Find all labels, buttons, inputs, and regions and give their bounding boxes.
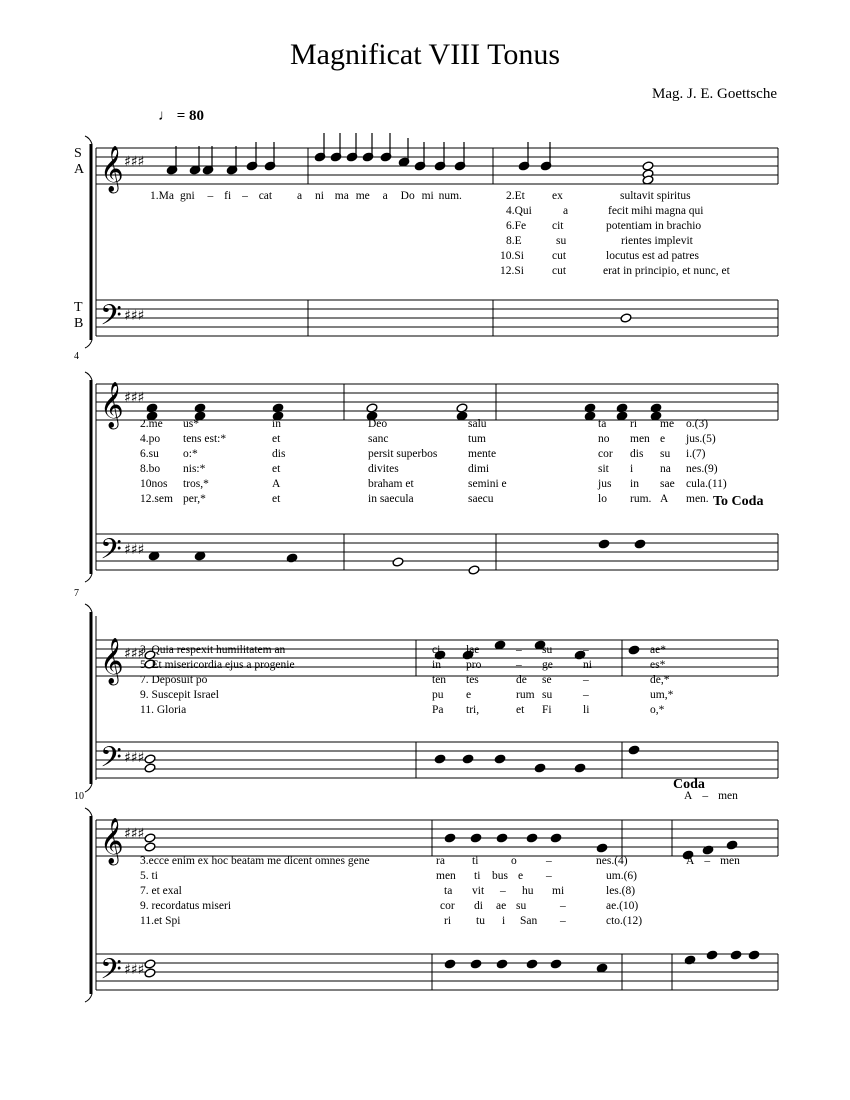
lyric-verse-row: 2.Et bbox=[506, 190, 525, 202]
lyric-verse-row: lo bbox=[598, 493, 607, 505]
note-head bbox=[444, 959, 456, 969]
lyric-verse-row: dis bbox=[630, 448, 644, 460]
note-head bbox=[748, 950, 760, 960]
lyric-verse-row: cor bbox=[598, 448, 613, 460]
note-head bbox=[272, 403, 284, 413]
lyric-verse-row: de,* bbox=[650, 674, 670, 686]
lyric-verse-row: ae* bbox=[650, 644, 666, 656]
note-head bbox=[496, 959, 508, 969]
note-head bbox=[706, 950, 718, 960]
lyric-verse-row: saecu bbox=[468, 493, 494, 505]
lyric-verse-row: in bbox=[272, 418, 281, 430]
lyric-verse-row: ci bbox=[432, 644, 441, 656]
lyric-verse-row: men. bbox=[686, 493, 709, 505]
lyric-verse-row: mi bbox=[552, 885, 565, 897]
lyric-verse-row: tes bbox=[466, 674, 479, 686]
lyric-verse-row: dimi bbox=[468, 463, 490, 475]
lyric-verse-row: e bbox=[660, 433, 666, 445]
lyric-verse-row: cor bbox=[440, 900, 455, 912]
lyric-verse-row: et bbox=[516, 704, 525, 716]
note-head bbox=[144, 842, 156, 852]
composer-credit: Mag. J. E. Goettsche bbox=[652, 86, 777, 102]
lyric-verse-row: ten bbox=[432, 674, 447, 686]
lyric-verse-row: salu bbox=[468, 418, 487, 430]
lyric-verse-row: erat in principio, et nunc, et bbox=[603, 265, 730, 277]
lyric-verse-row: se bbox=[542, 674, 552, 686]
note-head bbox=[730, 950, 742, 960]
lyric-verse-row: 9. recordatus miseri bbox=[140, 900, 232, 912]
note-head bbox=[550, 959, 562, 969]
lyric-verse-row: rientes implevit bbox=[621, 235, 693, 247]
lyric-verse-row: Pa bbox=[432, 704, 444, 716]
clef-glyph: ♯♯♯ bbox=[124, 154, 145, 170]
lyric-verse-row: rum. bbox=[630, 493, 652, 505]
lyric-verse-row: 8.bo bbox=[140, 463, 161, 475]
lyric-verse-row: o,* bbox=[650, 704, 665, 716]
measure-number: 10 bbox=[74, 791, 84, 802]
lyric-verse-row: 9. Suscepit Israel bbox=[140, 689, 219, 701]
lyric-verse-row: Fi bbox=[542, 704, 552, 716]
lyric-verse-row: ri bbox=[444, 915, 452, 927]
voice-label-alto: A bbox=[74, 162, 85, 177]
lyric-verse-row: et bbox=[272, 433, 281, 445]
lyric-verse-row: de bbox=[516, 674, 527, 686]
note-head bbox=[392, 557, 404, 567]
clef-glyph: ♯♯♯ bbox=[124, 308, 145, 324]
lyric-verse-row: cula.(11) bbox=[686, 478, 727, 490]
lyric-verse-row: us* bbox=[183, 418, 199, 430]
lyric-verse-row: ri bbox=[630, 418, 638, 430]
clef-glyph: ♯♯♯ bbox=[124, 646, 145, 662]
lyric-verse-row: tri, bbox=[466, 704, 480, 716]
note-head bbox=[596, 843, 608, 853]
note-head bbox=[534, 763, 546, 773]
note-head bbox=[470, 833, 482, 843]
lyric-verse-1: 1.Ma gni – fi – cat a ni ma me a Do mi num. bbox=[150, 190, 462, 202]
lyric-verse-row: braham et bbox=[368, 478, 414, 490]
clef-glyph: 𝄞 bbox=[100, 382, 124, 428]
note-head bbox=[616, 403, 628, 413]
lyric-verse-row: dis bbox=[272, 448, 286, 460]
note-head bbox=[286, 553, 298, 563]
lyric-verse-row: – bbox=[500, 885, 506, 897]
lyric-verse-row: i bbox=[630, 463, 634, 475]
lyric-verse-row: sanc bbox=[368, 433, 389, 445]
lyric-verse-row: sae bbox=[660, 478, 675, 490]
lyric-verse-row: et bbox=[272, 463, 281, 475]
note-head bbox=[598, 539, 610, 549]
lyric-verse-row: pro bbox=[466, 659, 482, 671]
voice-label-tenor: T bbox=[74, 300, 83, 315]
lyric-verse-row: – bbox=[516, 644, 522, 656]
to-coda-marking: To Coda bbox=[713, 494, 764, 509]
lyric-verse-row: sit bbox=[598, 463, 609, 475]
lyric-verse-row: e bbox=[518, 870, 524, 882]
lyric-verse-row: vit bbox=[472, 885, 485, 897]
note-head bbox=[526, 959, 538, 969]
lyric-verse-row: o.(3) bbox=[686, 418, 709, 430]
lyric-verse-row: nes.(4) bbox=[596, 855, 628, 867]
lyric-verse-row: 4.Qui bbox=[506, 205, 532, 217]
lyric-verse-row: o bbox=[511, 855, 517, 867]
voice-label-bass: B bbox=[74, 316, 84, 331]
lyric-verse-row: ra bbox=[436, 855, 445, 867]
lyric-verse-row: 11.et Spi bbox=[140, 915, 181, 927]
lyric-verse-row: les.(8) bbox=[606, 885, 636, 897]
lyric-verse-row: ae bbox=[496, 900, 507, 912]
note-head bbox=[574, 763, 586, 773]
note-head bbox=[434, 754, 446, 764]
lyric-verse-row: – bbox=[583, 644, 589, 656]
note-head bbox=[634, 539, 646, 549]
measure-number: 7 bbox=[74, 588, 79, 599]
clef-glyph: ♯♯♯ bbox=[124, 826, 145, 842]
lyric-verse-row: ti bbox=[472, 855, 479, 867]
lyric-verse-row: ae.(10) bbox=[606, 900, 639, 912]
note-head bbox=[642, 161, 654, 171]
lyric-verse-row: Deo bbox=[368, 418, 388, 430]
lyric-verse-row: 12.sem bbox=[140, 493, 173, 505]
lyric-verse-row: cut bbox=[552, 265, 567, 277]
lyric-verse-row: semini e bbox=[468, 478, 507, 490]
lyric-verse-row: San bbox=[520, 915, 538, 927]
note-head bbox=[144, 763, 156, 773]
lyric-verse-row: tros,* bbox=[183, 478, 209, 490]
lyric-verse-row: ni bbox=[583, 659, 592, 671]
lyric-verse-row: fecit mihi magna qui bbox=[608, 205, 704, 217]
page-title: Magnificat VIII Tonus bbox=[289, 38, 561, 71]
lyric-verse-row: ta bbox=[444, 885, 453, 897]
clef-glyph: ♯♯♯ bbox=[124, 542, 145, 558]
lyric-verse-row: 5. Et misericordia ejus a progenie bbox=[140, 659, 295, 671]
note-head bbox=[494, 754, 506, 764]
lyric-verse-row: rum bbox=[516, 689, 535, 701]
lyric-verse-row: jus.(5) bbox=[686, 433, 716, 445]
note-head bbox=[144, 959, 156, 969]
clef-glyph: 𝄞 bbox=[100, 818, 124, 864]
note-head bbox=[194, 403, 206, 413]
lyric-verse-row: ti bbox=[474, 870, 481, 882]
note-head bbox=[146, 403, 158, 413]
note-head bbox=[628, 645, 640, 655]
lyric-verse-row: hu bbox=[522, 885, 534, 897]
lyric-verse-row: o:* bbox=[183, 448, 198, 460]
lyric-verse-row: – bbox=[516, 659, 522, 671]
lyric-verse-row: per,* bbox=[183, 493, 206, 505]
lyric-verse-row: i bbox=[502, 915, 506, 927]
lyric-verse-row: i.(7) bbox=[686, 448, 706, 460]
lyric-verse-row: 4.po bbox=[140, 433, 161, 445]
lyric-verse-row: – bbox=[546, 855, 552, 867]
lyric-verse-row: nes.(9) bbox=[686, 463, 718, 475]
note-head bbox=[584, 403, 596, 413]
note-head bbox=[550, 833, 562, 843]
note-head bbox=[650, 403, 662, 413]
lyric-verse-row: – bbox=[560, 900, 566, 912]
lyric-verse-row: nis:* bbox=[183, 463, 206, 475]
lyric-verse-row: in bbox=[432, 659, 441, 671]
lyric-verse-row: cit bbox=[552, 220, 564, 232]
note-head bbox=[144, 968, 156, 978]
note-head bbox=[726, 840, 738, 850]
coda-amen-upper: A – men bbox=[684, 790, 738, 802]
lyric-verse-row: divites bbox=[368, 463, 399, 475]
lyric-verse-row: 12.Si bbox=[500, 265, 524, 277]
lyric-verse-row: 10.Si bbox=[500, 250, 524, 262]
lyric-verse-row: ta bbox=[598, 418, 607, 430]
clef-glyph: 𝄢 bbox=[100, 299, 122, 339]
lyric-verse-row: 3. Quia respexit humilitatem an bbox=[140, 644, 286, 656]
lyric-verse-row: no bbox=[598, 433, 610, 445]
lyric-verse-row: – bbox=[560, 915, 566, 927]
lyric-verse-row: ge bbox=[542, 659, 553, 671]
lyric-verse-row: e bbox=[466, 689, 472, 701]
lyric-verse-row: – bbox=[546, 870, 552, 882]
lyric-verse-row: potentiam in brachio bbox=[606, 220, 702, 232]
coda-amen-lower: A – men bbox=[686, 855, 740, 867]
lyric-verse-row: bus bbox=[492, 870, 508, 882]
lyric-verse-row: um,* bbox=[650, 689, 674, 701]
lyric-verse-row: 2.me bbox=[140, 418, 163, 430]
lyric-verse-row: A bbox=[272, 478, 281, 490]
clef-glyph: 𝄢 bbox=[100, 953, 122, 993]
clef-glyph: ♯♯♯ bbox=[124, 390, 145, 406]
note-head bbox=[456, 403, 468, 413]
lyric-verse-row: cut bbox=[552, 250, 567, 262]
lyric-verse-row: et bbox=[272, 493, 281, 505]
tempo-marking: ♩ = 80 bbox=[158, 108, 205, 124]
lyric-verse-row: locutus est ad patres bbox=[606, 250, 699, 262]
note-head bbox=[444, 833, 456, 843]
lyric-verse-row: 6.Fe bbox=[506, 220, 527, 232]
note-head bbox=[366, 403, 378, 413]
clef-glyph: 𝄢 bbox=[100, 741, 122, 781]
clef-glyph: 𝄞 bbox=[100, 638, 124, 684]
lyric-verse-row: 7. Deposuit po bbox=[140, 674, 208, 686]
lyric-verse-row: cto.(12) bbox=[606, 915, 643, 927]
lyric-verse-row: lae bbox=[466, 644, 480, 656]
measure-number: 4 bbox=[74, 351, 79, 362]
lyric-verse-row: a bbox=[563, 205, 569, 217]
note-head bbox=[496, 833, 508, 843]
lyric-verse-row: in bbox=[630, 478, 639, 490]
lyric-verse-row: tu bbox=[476, 915, 485, 927]
note-head bbox=[620, 313, 632, 323]
note-head bbox=[526, 833, 538, 843]
lyric-verse-row: persit superbos bbox=[368, 448, 438, 460]
lyric-verse-row: 7. et exal bbox=[140, 885, 182, 897]
lyric-verse-row: – bbox=[583, 674, 589, 686]
lyric-verse-row: pu bbox=[432, 689, 444, 701]
lyric-verse-row: jus bbox=[598, 478, 612, 490]
note-head bbox=[702, 845, 714, 855]
lyric-verse-row: li bbox=[583, 704, 590, 716]
lyric-verse-row: es* bbox=[650, 659, 666, 671]
lyric-verse-row: ex bbox=[552, 190, 563, 202]
lyric-verse-row: su bbox=[516, 900, 527, 912]
clef-glyph: 𝄞 bbox=[100, 146, 124, 192]
lyric-verse-row: me bbox=[660, 418, 675, 430]
clef-glyph: ♯♯♯ bbox=[124, 962, 145, 978]
lyric-verse-row: 5. ti bbox=[140, 870, 158, 882]
lyric-verse-row: na bbox=[660, 463, 671, 475]
lyric-verse-row: mente bbox=[468, 448, 497, 460]
lyric-verse-row: su bbox=[660, 448, 671, 460]
note-head bbox=[684, 955, 696, 965]
clef-glyph: 𝄢 bbox=[100, 533, 122, 573]
lyric-verse-row: um.(6) bbox=[606, 870, 637, 882]
lyric-verse-row: su bbox=[556, 235, 567, 247]
lyric-verse-row: tens est:* bbox=[183, 433, 227, 445]
lyric-verse-row: sultavit spiritus bbox=[620, 190, 691, 202]
note-head bbox=[628, 745, 640, 755]
note-head bbox=[144, 754, 156, 764]
voice-label-soprano: S bbox=[74, 146, 82, 161]
lyric-verse-row: in saecula bbox=[368, 493, 414, 505]
lyric-verse-row: men bbox=[630, 433, 650, 445]
lyric-verse-row: – bbox=[583, 689, 589, 701]
note-head bbox=[144, 833, 156, 843]
note-head bbox=[468, 565, 480, 575]
lyric-verse-row: men bbox=[436, 870, 456, 882]
lyric-verse-row: di bbox=[474, 900, 483, 912]
lyric-verse-row: A bbox=[660, 493, 669, 505]
note-head bbox=[462, 754, 474, 764]
note-head bbox=[470, 959, 482, 969]
lyric-verse-row: 6.su bbox=[140, 448, 159, 460]
lyric-verse-row: tum bbox=[468, 433, 486, 445]
lyric-verse-row: su bbox=[542, 644, 553, 656]
clef-glyph: ♯♯♯ bbox=[124, 750, 145, 766]
lyric-verse-row: 8.E bbox=[506, 235, 522, 247]
lyric-verse-row: 11. Gloria bbox=[140, 704, 187, 716]
lyric-verse-row: su bbox=[542, 689, 553, 701]
lyric-verse-row: 10nos bbox=[140, 478, 168, 490]
lyric-verse-row: 3.ecce enim ex hoc beatam me dicent omnes gene bbox=[140, 855, 370, 867]
coda-marking: Coda bbox=[673, 777, 705, 792]
